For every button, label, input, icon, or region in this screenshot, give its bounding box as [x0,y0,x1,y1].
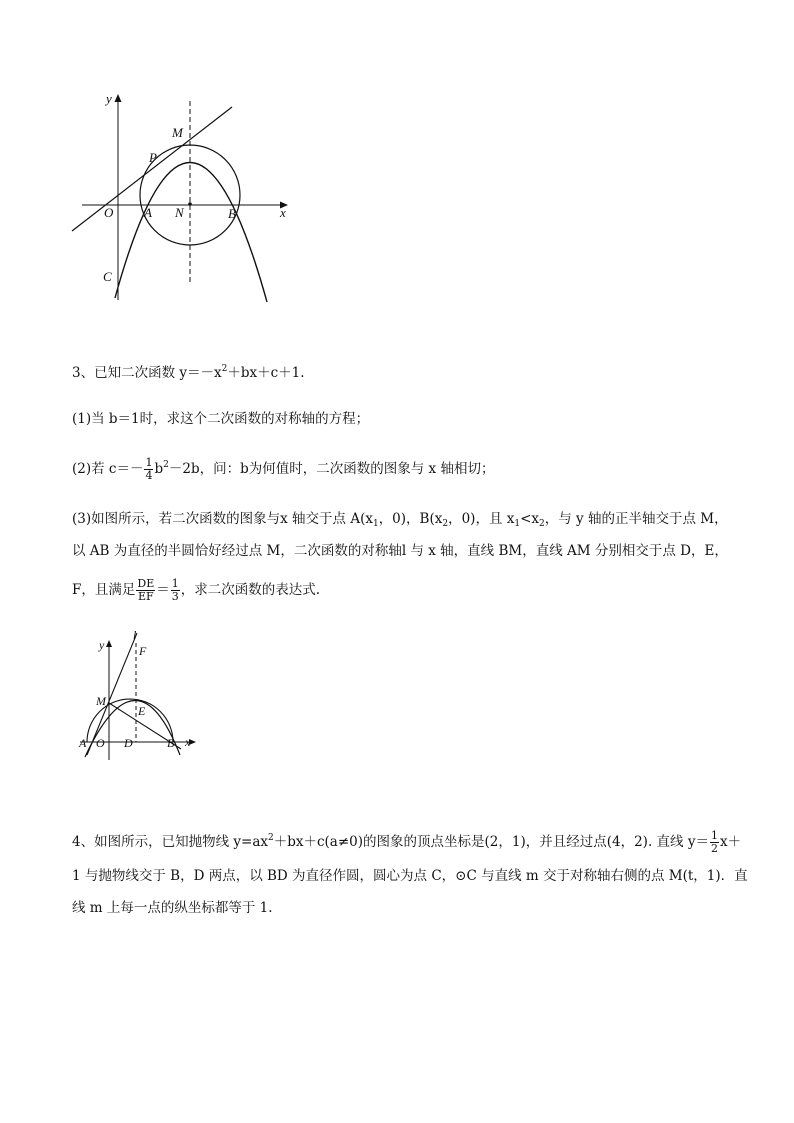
point-n [188,202,192,206]
figure-1-parabola-circle [60,85,300,310]
p4-text-a: 4、如图所示，已知抛物线 y=ax [72,834,268,850]
label-p: P [149,150,157,165]
fraction-de-ef [136,578,155,603]
problem-4-line3: 线 m 上每一点的纵坐标都等于 1. [72,900,273,916]
subscript: 1 [514,519,521,529]
label-c: C [103,269,112,284]
p4-text-b: ＋bx＋c(a≠0)的图象的顶点坐标是(2，1)，并且经过点(4，2). 直线 y＝ [273,834,709,850]
subscript: 1 [372,519,379,529]
q3-line3-text: F，且满足 [72,582,136,598]
problem-3-stem-tail: ＋bx＋c＋1. [227,365,305,381]
frac-den: 2 [710,842,718,855]
frac-num: 1 [171,577,179,590]
figure-2-svg [75,625,200,765]
q3-text-b: ，0)，B(x [378,511,443,527]
figure-2-semicircle [75,625,200,765]
problem-3-q3-line2: 以 AB 为直径的半圆恰好经过点 M，二次函数的对称轴l 与 x 轴，直线 BM，直线 AM 分别相交于点 D，E， [72,543,728,559]
p4-text-c: x＋ [719,834,742,850]
label-y: y [99,638,105,652]
figure-1-svg [60,85,300,310]
problem-4-line1 [72,828,752,858]
label-l: l [133,628,137,642]
frac-num: DE [137,577,155,590]
problem-3-q2 [72,456,752,484]
label-e: E [138,704,146,718]
subscript: 2 [539,519,545,529]
parabola [115,162,267,302]
frac-num: 1 [710,829,718,842]
q2-text: (2)若 c＝－ [72,461,144,477]
y-axis-arrow-icon [106,640,112,647]
fraction-one-half [710,830,719,855]
frac-den: 4 [145,469,153,482]
frac-den: EF [137,590,154,603]
label-a: A [79,736,87,750]
q3-line3-tail: ，求二次函数的表达式. [180,582,321,598]
exponent: 2 [267,833,274,843]
fraction-one-third [171,578,180,603]
label-n: N [175,205,184,220]
line-pm [72,107,232,231]
q2-tail: －2b，问：b为何值时，二次函数的图象与 x 轴相切； [168,461,495,477]
q3-text-d: <x [520,511,540,527]
label-x: x [280,205,286,220]
problem-3-q3-line1 [72,509,752,531]
equals-sign: ＝ [156,582,170,598]
label-f: F [139,644,147,658]
label-m: M [96,694,106,708]
q3-text-a: (3)如图所示，若二次函数的图象与x 轴交于点 A(x [72,511,373,527]
q2-b: b [154,461,164,477]
frac-num: 1 [145,456,153,469]
label-o: O [104,205,114,220]
label-b: B [228,206,236,221]
fraction-one-quarter [144,457,153,482]
problem-3-stem [72,363,752,385]
problem-3-q3-line3 [72,575,752,605]
label-x: x [185,735,191,749]
y-axis-arrow-icon [115,94,122,102]
exponent: 2 [221,364,228,374]
label-y: y [106,91,112,106]
problem-3-q1: (1)当 b＝1时，求这个二次函数的对称轴的方程； [72,411,370,427]
problem-3-stem-text: 3、已知二次函数 y＝－x [72,365,222,381]
exponent: 2 [163,460,169,470]
q3-text-c: ，0)，且 x [448,511,515,527]
label-b: B [167,736,175,750]
q3-text-e: ，与 y 轴的正半轴交于点 M， [544,511,728,527]
label-d: D [124,736,133,750]
label-o: O [96,736,105,750]
label-m: M [172,125,183,140]
label-a: A [144,205,152,220]
frac-den: 3 [171,590,179,603]
subscript: 2 [442,519,449,529]
problem-4-line2: 1 与抛物线交于 B，D 两点，以 BD 为直径作圆，圆心为点 C，⊙C 与直线 m 交于对称轴右侧的点 M(t，1)．直 [72,868,748,884]
